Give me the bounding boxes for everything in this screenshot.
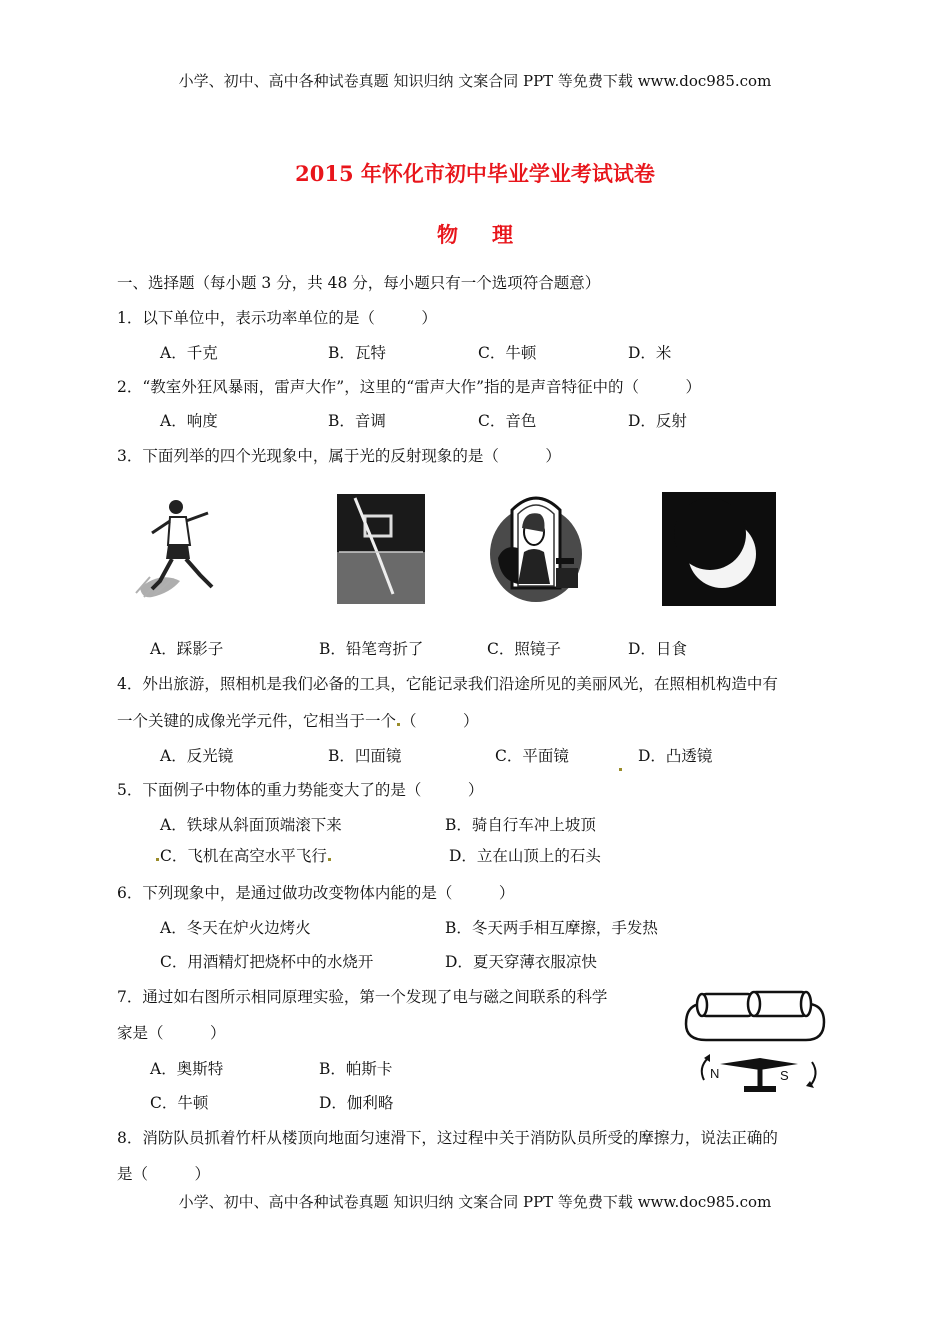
page-footer: 小学、初中、高中各种试卷真题 知识归纳 文案合同 PPT 等免费下载 www.doc985.com: [178, 1193, 772, 1211]
q7-option-b: B．帕斯卡: [319, 1060, 393, 1078]
figure-solar-eclipse: [662, 492, 776, 606]
question-5-stem: 5．下面例子中物体的重力势能变大了的是（ ）: [117, 781, 484, 799]
q2-option-c: C．音色: [478, 412, 537, 430]
q5-option-c: C．飞机在高空水平飞行: [155, 844, 332, 866]
question-4-stem-line2: [117, 709, 479, 731]
q4-line2-text: 一个关键的成像光学元件，它相当于一个: [117, 712, 397, 730]
section-heading: 一、选择题（每小题 3 分，共 48 分，每小题只有一个选项符合题意）: [117, 274, 601, 292]
compass-north-label: N: [710, 1066, 720, 1081]
q7-option-c: C．牛顿: [150, 1094, 209, 1112]
compass-south-label: S: [780, 1068, 789, 1083]
q4-option-a: A．反光镜: [160, 747, 234, 765]
figure-mirror: [484, 488, 588, 604]
q4-option-d: D．凸透镜: [638, 747, 713, 765]
figure-bent-pencil: [337, 494, 425, 604]
q3-option-a: A．踩影子: [150, 640, 224, 658]
question-6-stem: 6．下列现象中，是通过做功改变物体内能的是（ ）: [117, 884, 515, 902]
q6-option-b: B．冬天两手相互摩擦，手发热: [445, 919, 658, 937]
figure-stepping-shadow: [130, 493, 230, 605]
q5-option-d: D．立在山顶上的石头: [449, 847, 601, 865]
figure-oersted-experiment: [682, 982, 828, 1100]
q5-option-a: A．铁球从斜面顶端滚下来: [160, 816, 342, 834]
question-8-stem-line2: 是（ ）: [117, 1165, 211, 1183]
q1-option-a: A．千克: [160, 344, 218, 362]
stray-dot: [618, 756, 623, 775]
question-2-stem: 2．“教室外狂风暴雨，雷声大作”，这里的“雷声大作”指的是声音特征中的（ ）: [117, 378, 702, 396]
q2-option-d: D．反射: [628, 412, 687, 430]
q1-option-b: B．瓦特: [328, 344, 386, 362]
q6-option-d: D．夏天穿薄衣服凉快: [445, 953, 597, 971]
page-header: 小学、初中、高中各种试卷真题 知识归纳 文案合同 PPT 等免费下载 www.doc985.com: [178, 72, 772, 90]
q2-option-a: A．响度: [160, 412, 218, 430]
q3-option-b: B．铅笔弯折了: [319, 640, 424, 658]
question-4-stem-line1: 4．外出旅游，照相机是我们必备的工具，它能记录我们沿途所见的美丽风光，在照相机构造中有: [117, 675, 778, 693]
q6-option-c: C．用酒精灯把烧杯中的水烧开: [160, 953, 374, 971]
q1-option-c: C．牛顿: [478, 344, 537, 362]
q5-option-b: B．骑自行车冲上坡顶: [445, 816, 596, 834]
q4-line2-bracket: （ ）: [401, 712, 479, 730]
question-8-stem-line1: 8．消防队员抓着竹杆从楼顶向地面匀速滑下，这过程中关于消防队员所受的摩擦力，说法正确的: [117, 1129, 778, 1147]
q3-option-c: C．照镜子: [487, 640, 561, 658]
q7-option-d: D．伽利略: [319, 1094, 394, 1112]
subject-title: 物理: [437, 222, 547, 247]
question-1-stem: 1．以下单位中，表示功率单位的是（ ）: [117, 309, 437, 327]
q2-option-b: B．音调: [328, 412, 386, 430]
q1-option-d: D．米: [628, 344, 672, 362]
question-7-stem-line2: 家是（ ）: [117, 1024, 226, 1042]
question-7-stem-line1: 7．通过如右图所示相同原理实验，第一个发现了电与磁之间联系的科学: [117, 988, 608, 1006]
q6-option-a: A．冬天在炉火边烤火: [160, 919, 311, 937]
q4-option-b: B．凹面镜: [328, 747, 402, 765]
q7-option-a: A．奥斯特: [150, 1060, 224, 1078]
q3-option-d: D．日食: [628, 640, 687, 658]
q4-option-c: C．平面镜: [495, 747, 569, 765]
question-3-stem: 3．下面列举的四个光现象中，属于光的反射现象的是（ ）: [117, 447, 561, 465]
exam-title: 2015 年怀化市初中毕业学业考试试卷: [295, 161, 655, 186]
